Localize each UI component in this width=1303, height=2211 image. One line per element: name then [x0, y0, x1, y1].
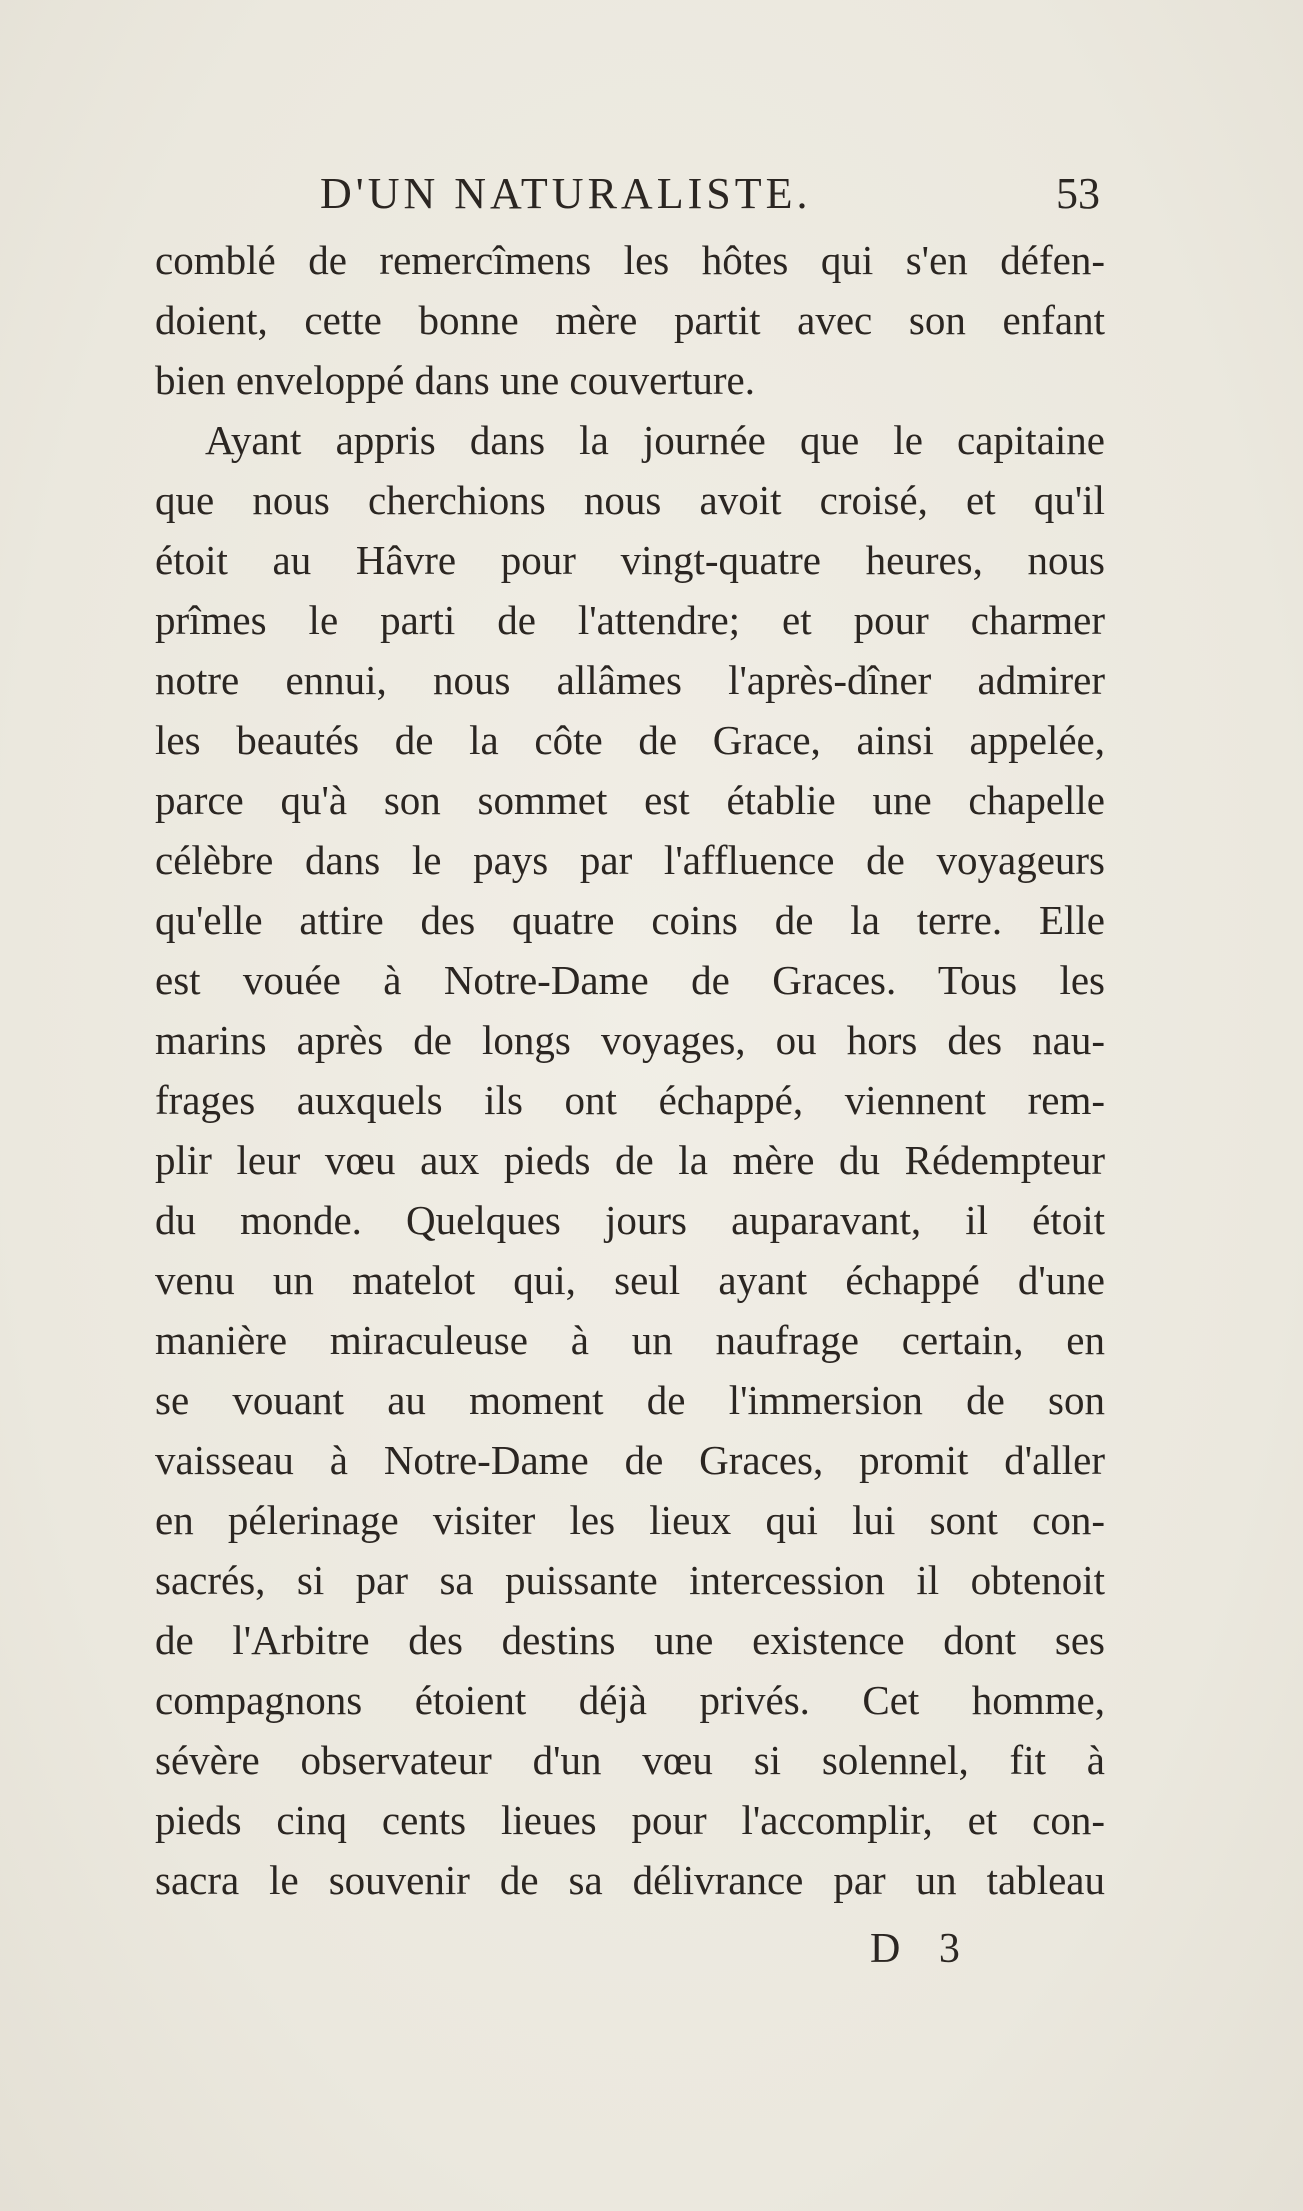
- text-line: prîmes le parti de l'attendre; et pour charmer: [155, 597, 1105, 643]
- text-line: célèbre dans le pays par l'affluence de voyageurs: [155, 837, 1105, 883]
- text-line: en pélerinage visiter les lieux qui lui sont con-: [155, 1497, 1105, 1543]
- text-line: parce qu'à son sommet est établie une chapelle: [155, 777, 1105, 823]
- text-line: frages auxquels ils ont échappé, viennent rem-: [155, 1077, 1105, 1123]
- text-line: qu'elle attire des quatre coins de la terre. Elle: [155, 897, 1105, 943]
- text-line: doient, cette bonne mère partit avec son enfant: [155, 297, 1105, 343]
- text-line: venu un matelot qui, seul ayant échappé d'une: [155, 1257, 1105, 1303]
- text-line: étoit au Hâvre pour vingt-quatre heures, nous: [155, 537, 1105, 583]
- text-line: du monde. Quelques jours auparavant, il étoit: [155, 1197, 1105, 1243]
- page-header: [320, 168, 1100, 228]
- running-title: D'UN NATURALISTE.: [320, 169, 812, 218]
- page-number: 53: [1056, 169, 1100, 218]
- text-line: plir leur vœu aux pieds de la mère du Rédempteur: [155, 1137, 1105, 1183]
- text-line: pieds cinq cents lieues pour l'accomplir, et con-: [155, 1797, 1105, 1843]
- text-line: notre ennui, nous allâmes l'après-dîner admirer: [155, 657, 1105, 703]
- text-line: Ayant appris dans la journée que le capitaine: [205, 417, 1105, 463]
- text-line: de l'Arbitre des destins une existence dont ses: [155, 1617, 1105, 1663]
- text-line: se vouant au moment de l'immersion de son: [155, 1377, 1105, 1423]
- text-line: est vouée à Notre-Dame de Graces. Tous les: [155, 957, 1105, 1003]
- text-line: bien enveloppé dans une couverture.: [155, 357, 755, 403]
- text-line: sacra le souvenir de sa délivrance par un tableau: [155, 1857, 1105, 1903]
- text-line: vaisseau à Notre-Dame de Graces, promit d'aller: [155, 1437, 1105, 1483]
- text-line: que nous cherchions nous avoit croisé, et qu'il: [155, 477, 1105, 523]
- text-line: sacrés, si par sa puissante intercession il obtenoit: [155, 1557, 1105, 1603]
- text-line: marins après de longs voyages, ou hors des nau-: [155, 1017, 1105, 1063]
- body-text: [155, 230, 1105, 1910]
- text-line: les beautés de la côte de Grace, ainsi appelée,: [155, 717, 1105, 763]
- signature-mark: D 3: [870, 1926, 974, 1972]
- text-line: sévère observateur d'un vœu si solennel, fit à: [155, 1737, 1105, 1783]
- text-line: compagnons étoient déjà privés. Cet homme,: [155, 1677, 1105, 1723]
- text-line: comblé de remercîmens les hôtes qui s'en défen-: [155, 237, 1105, 283]
- text-line: manière miraculeuse à un naufrage certain, en: [155, 1317, 1105, 1363]
